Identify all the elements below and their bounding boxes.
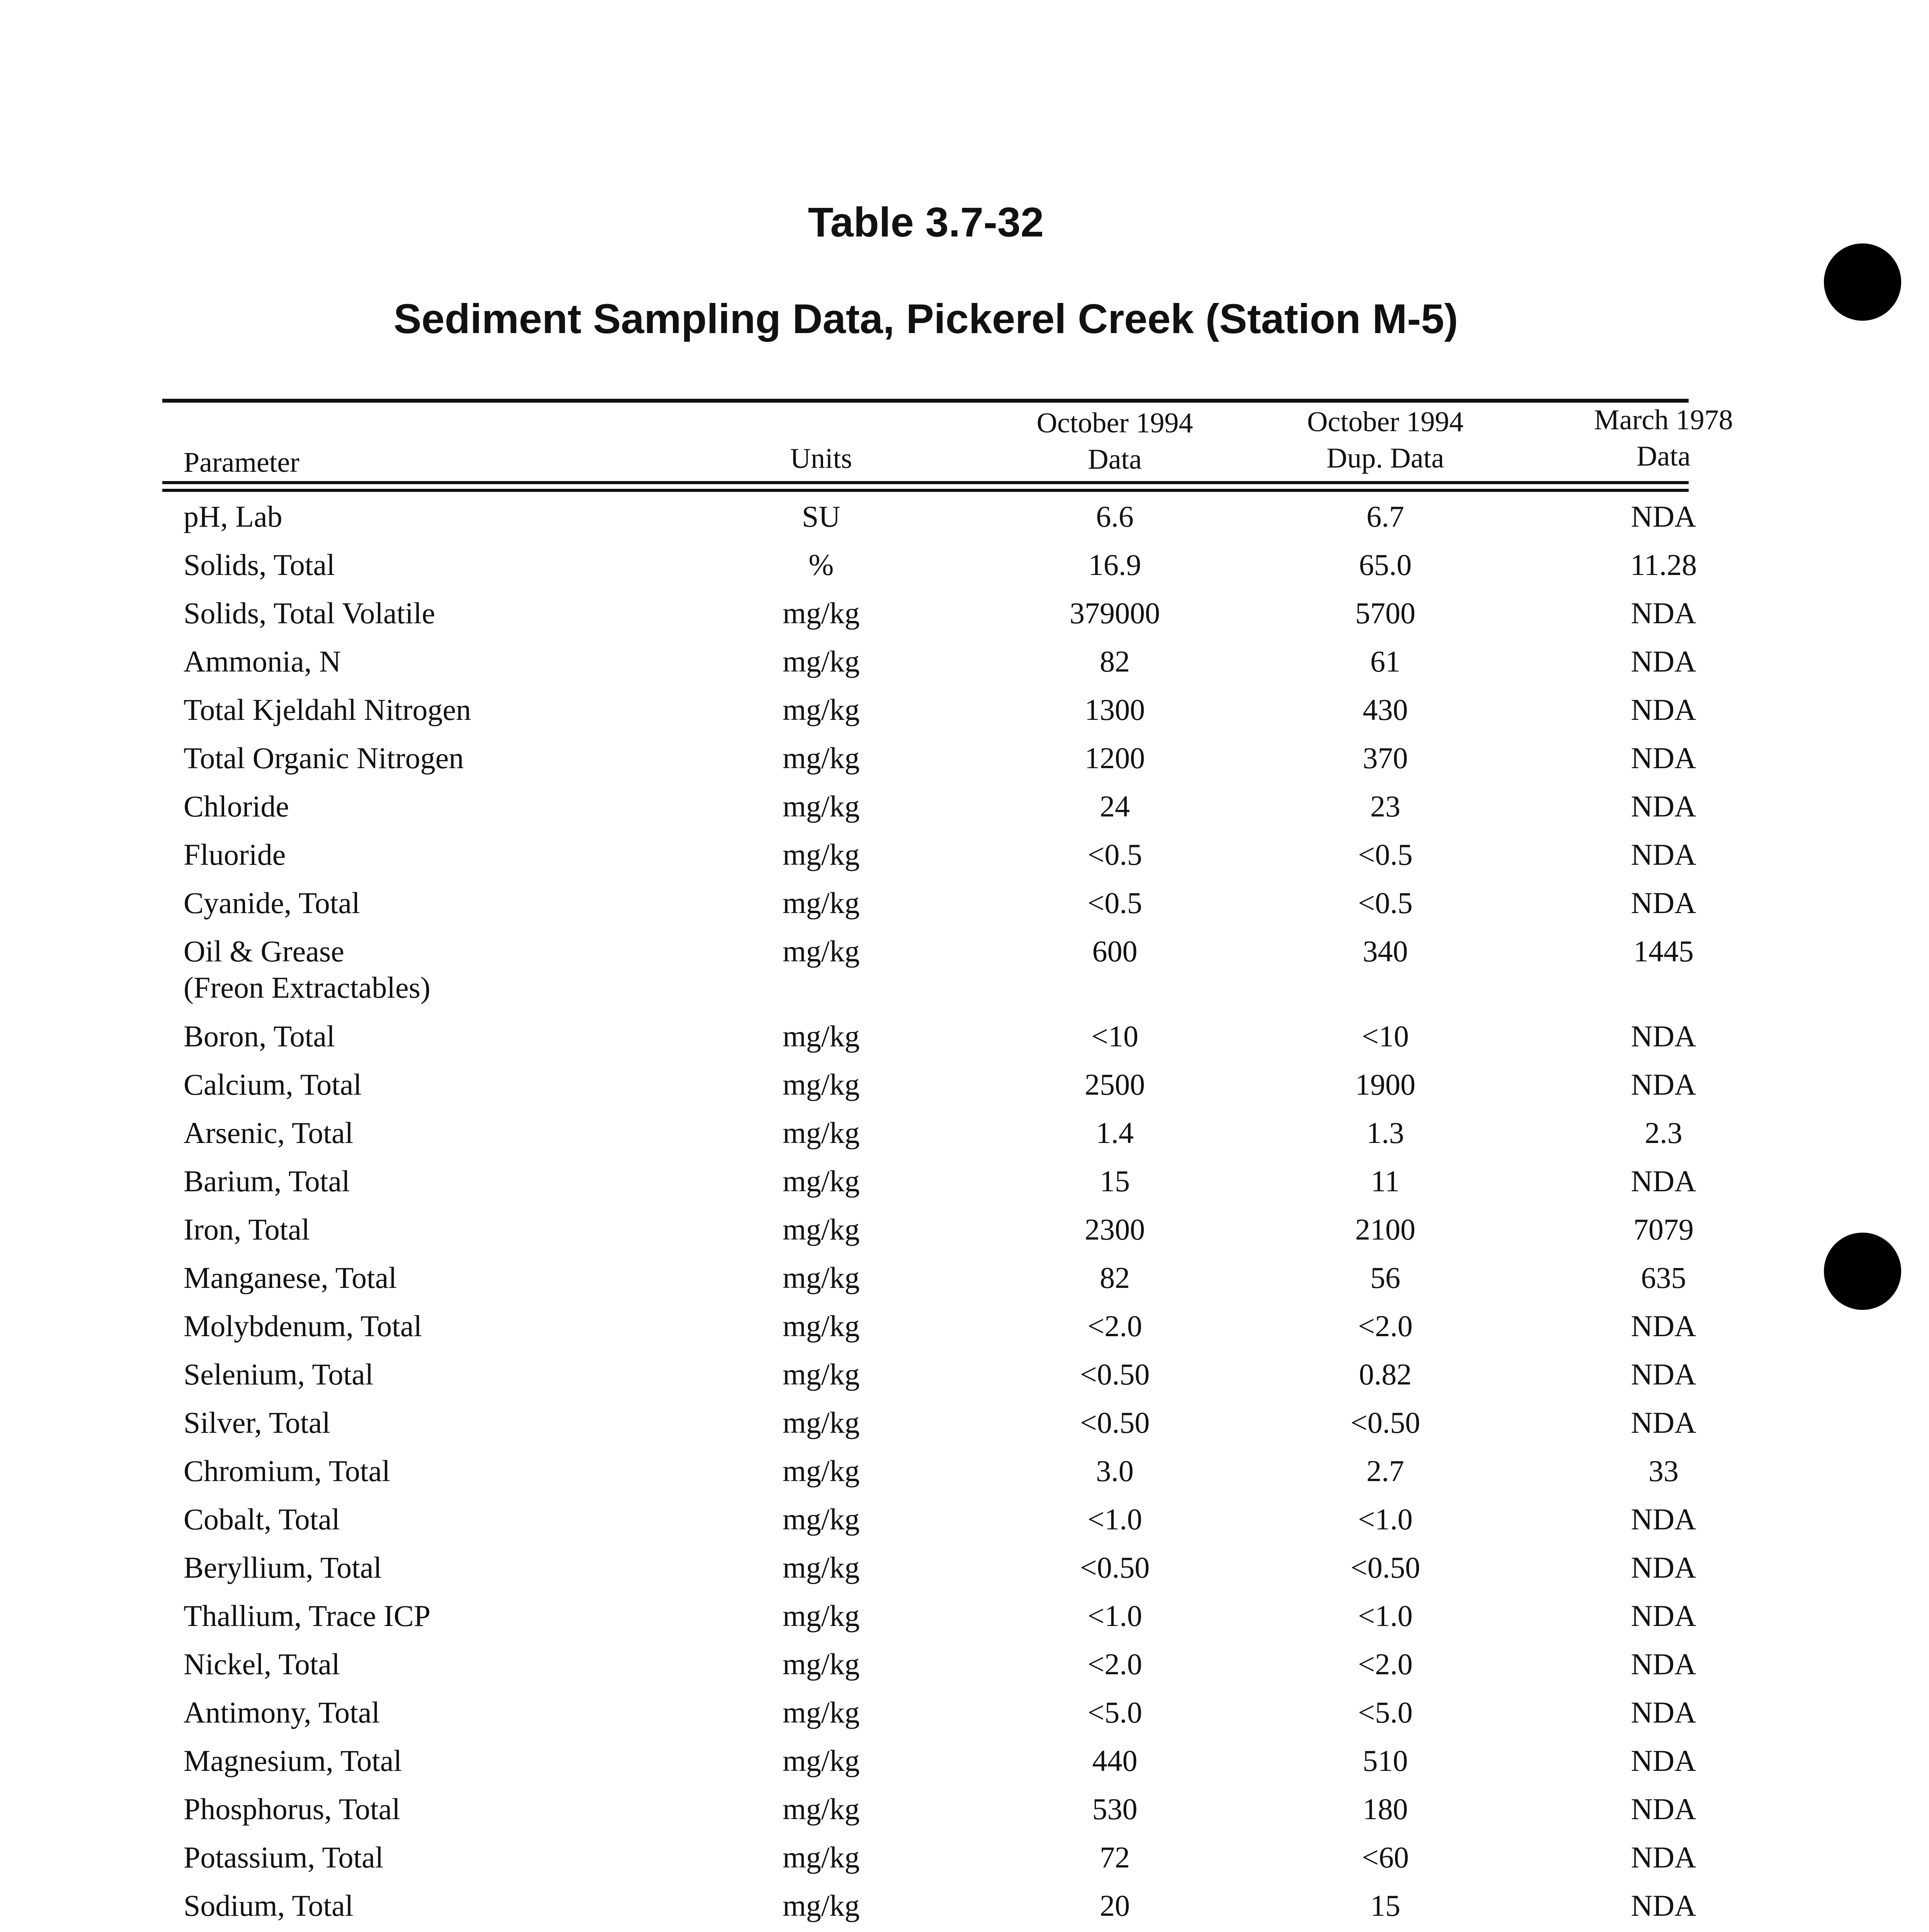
cell-parameter: Manganese, Total <box>184 1261 397 1294</box>
cell-oct-1994-dup: 340 <box>1363 934 1408 968</box>
cell-oct-1994-dup: <2.0 <box>1358 1309 1413 1343</box>
table-row <box>162 1598 1696 1646</box>
cell-oct-1994: 15 <box>1100 1164 1130 1198</box>
table-row <box>162 1163 1696 1211</box>
cell-units: mg/kg <box>782 1551 860 1584</box>
cell-units: mg/kg <box>782 934 860 968</box>
cell-mar-1978: NDA <box>1631 1019 1696 1053</box>
cell-parameter: Cobalt, Total <box>184 1502 340 1536</box>
cell-mar-1978: NDA <box>1631 886 1696 920</box>
cell-units: mg/kg <box>782 596 860 630</box>
table-row <box>162 1211 1694 1260</box>
cell-parameter: Sodium, Total <box>184 1889 354 1922</box>
cell-mar-1978: NDA <box>1631 1551 1696 1584</box>
cell-oct-1994-dup: 65.0 <box>1359 548 1412 582</box>
cell-oct-1994: <0.5 <box>1087 838 1142 871</box>
binder-hole-middle <box>1824 1233 1901 1310</box>
cell-units: mg/kg <box>782 1647 860 1681</box>
cell-parameter-line1: Oil & Grease <box>184 934 344 968</box>
cell-mar-1978: 635 <box>1641 1261 1686 1294</box>
table-row <box>162 1405 1696 1453</box>
cell-oct-1994: 440 <box>1092 1744 1138 1777</box>
cell-mar-1978: NDA <box>1631 645 1696 678</box>
table-title: Sediment Sampling Data, Pickerel Creek (Station M-5) <box>393 295 1458 342</box>
cell-units: mg/kg <box>782 1599 860 1633</box>
cell-units: % <box>808 548 834 582</box>
cell-oct-1994-dup: <0.5 <box>1358 886 1413 920</box>
cell-mar-1978: NDA <box>1631 1647 1696 1681</box>
cell-oct-1994-dup: 1900 <box>1355 1068 1415 1101</box>
table-top-rule <box>162 399 1689 403</box>
cell-oct-1994: 530 <box>1092 1792 1138 1826</box>
cell-oct-1994-dup: 5700 <box>1355 596 1415 630</box>
col-header-mar-1978-line1: March 1978 <box>1594 404 1733 436</box>
cell-units: mg/kg <box>782 1696 860 1729</box>
cell-units: mg/kg <box>782 1454 860 1488</box>
cell-units: mg/kg <box>782 838 860 871</box>
cell-parameter: Beryllium, Total <box>184 1551 382 1584</box>
table-row <box>162 1260 1689 1308</box>
cell-units: mg/kg <box>782 1116 860 1150</box>
cell-mar-1978: 2.3 <box>1645 1116 1682 1150</box>
cell-mar-1978: NDA <box>1631 596 1696 630</box>
table-row <box>162 1066 1696 1115</box>
cell-oct-1994: 379000 <box>1070 596 1160 630</box>
cell-units: mg/kg <box>782 741 860 775</box>
col-header-units-label: Units <box>790 443 852 474</box>
cell-oct-1994: <2.0 <box>1087 1647 1142 1681</box>
cell-parameter: Chloride <box>184 789 289 823</box>
cell-units: mg/kg <box>782 1744 860 1777</box>
cell-units: SU <box>802 500 840 533</box>
cell-oct-1994: 2300 <box>1085 1213 1145 1246</box>
cell-oct-1994: 20 <box>1100 1889 1130 1922</box>
cell-mar-1978: NDA <box>1631 1357 1696 1391</box>
cell-oct-1994-dup: 370 <box>1363 741 1408 775</box>
table-row <box>162 885 1696 933</box>
cell-oct-1994: <5.0 <box>1087 1696 1142 1729</box>
cell-oct-1994-dup: 0.82 <box>1359 1357 1412 1391</box>
cell-units: mg/kg <box>782 1213 860 1246</box>
cell-units: mg/kg <box>782 1889 860 1922</box>
table-row <box>162 933 1694 1018</box>
cell-mar-1978: NDA <box>1631 789 1696 823</box>
cell-oct-1994-dup: 430 <box>1363 693 1408 726</box>
col-header-oct-1994-dup <box>1260 404 1511 476</box>
cell-oct-1994: 82 <box>1100 645 1130 678</box>
cell-parameter: Selenium, Total <box>184 1357 374 1391</box>
table-row <box>162 1694 1696 1743</box>
cell-oct-1994-dup: 2100 <box>1355 1213 1415 1246</box>
cell-parameter: Solids, Total <box>184 548 335 582</box>
cell-parameter: Thallium, Trace ICP <box>184 1599 431 1633</box>
cell-oct-1994: 1300 <box>1085 693 1145 726</box>
cell-mar-1978: NDA <box>1631 1696 1696 1729</box>
col-header-oct-1994-line2: Data <box>1088 444 1142 475</box>
cell-mar-1978: NDA <box>1631 693 1696 726</box>
cell-parameter: Potassium, Total <box>184 1840 384 1874</box>
cell-oct-1994: 24 <box>1100 789 1130 823</box>
cell-oct-1994-dup: 2.7 <box>1366 1454 1404 1488</box>
cell-mar-1978: NDA <box>1631 741 1696 775</box>
cell-mar-1978: NDA <box>1631 1840 1696 1874</box>
cell-oct-1994-dup: <2.0 <box>1358 1647 1413 1681</box>
cell-oct-1994: <10 <box>1091 1019 1138 1053</box>
cell-oct-1994-dup: <5.0 <box>1358 1696 1413 1729</box>
cell-oct-1994-dup: 23 <box>1370 789 1400 823</box>
cell-mar-1978: NDA <box>1631 1889 1696 1922</box>
table-row <box>162 1646 1696 1694</box>
cell-oct-1994-dup: <1.0 <box>1358 1599 1413 1633</box>
cell-oct-1994: <2.0 <box>1087 1309 1142 1343</box>
cell-parameter: Arsenic, Total <box>184 1116 354 1150</box>
cell-parameter: Total Organic Nitrogen <box>184 741 464 775</box>
cell-oct-1994-dup: <60 <box>1362 1840 1409 1874</box>
col-header-oct-1994-dup-line2: Dup. Data <box>1326 442 1444 474</box>
cell-units: mg/kg <box>782 693 860 726</box>
cell-units: mg/kg <box>782 789 860 823</box>
table-row <box>162 1888 1696 1932</box>
cell-oct-1994-dup: <0.50 <box>1350 1406 1420 1439</box>
table-row <box>162 1115 1689 1163</box>
cell-units: mg/kg <box>782 1164 860 1198</box>
cell-mar-1978: NDA <box>1631 1068 1696 1101</box>
cell-oct-1994: 72 <box>1100 1840 1130 1874</box>
cell-parameter-line2: (Freon Extractables) <box>184 971 430 1004</box>
cell-oct-1994: <0.50 <box>1080 1406 1150 1439</box>
table-row <box>162 498 1696 547</box>
cell-parameter: Molybdenum, Total <box>184 1309 422 1343</box>
cell-parameter <box>184 933 430 1006</box>
table-row <box>162 788 1696 837</box>
cell-mar-1978: NDA <box>1631 1599 1696 1633</box>
cell-oct-1994-dup: 61 <box>1370 645 1400 678</box>
cell-parameter: Phosphorus, Total <box>184 1792 400 1826</box>
cell-units: mg/kg <box>782 1068 860 1101</box>
cell-mar-1978: NDA <box>1631 1792 1696 1826</box>
cell-parameter: Silver, Total <box>184 1406 330 1439</box>
table-body <box>162 498 1697 1932</box>
cell-parameter: pH, Lab <box>184 500 282 533</box>
cell-oct-1994-dup: 1.3 <box>1366 1116 1404 1150</box>
cell-mar-1978: 1445 <box>1633 934 1694 968</box>
cell-units: mg/kg <box>782 1019 860 1053</box>
cell-units: mg/kg <box>782 645 860 678</box>
cell-mar-1978: 11.28 <box>1630 548 1697 582</box>
cell-parameter: Iron, Total <box>184 1213 310 1246</box>
cell-parameter: Barium, Total <box>184 1164 350 1198</box>
cell-parameter: Total Kjeldahl Nitrogen <box>184 693 471 726</box>
cell-parameter: Chromium, Total <box>184 1454 390 1488</box>
cell-oct-1994: <0.5 <box>1087 886 1142 920</box>
cell-units: mg/kg <box>782 1502 860 1536</box>
cell-mar-1978: 7079 <box>1633 1213 1694 1246</box>
cell-oct-1994-dup: 56 <box>1370 1261 1400 1294</box>
cell-mar-1978: NDA <box>1631 500 1696 533</box>
col-header-oct-1994-line1: October 1994 <box>1036 407 1193 439</box>
col-header-units <box>711 440 931 477</box>
cell-units: mg/kg <box>782 886 860 920</box>
cell-oct-1994-dup: 180 <box>1363 1792 1408 1826</box>
cell-units: mg/kg <box>782 1261 860 1294</box>
table-row <box>162 1791 1696 1839</box>
table-row <box>162 740 1696 788</box>
cell-oct-1994: 3.0 <box>1096 1454 1134 1488</box>
cell-parameter: Boron, Total <box>184 1019 335 1053</box>
cell-oct-1994: 600 <box>1092 934 1138 968</box>
cell-oct-1994-dup: <0.50 <box>1350 1551 1420 1584</box>
col-header-parameter <box>184 444 299 481</box>
cell-units: mg/kg <box>782 1357 860 1391</box>
table-row <box>162 1018 1696 1066</box>
cell-units: mg/kg <box>782 1406 860 1439</box>
table-row <box>162 1839 1696 1888</box>
table-row <box>162 692 1696 740</box>
table-row <box>162 1501 1696 1549</box>
cell-parameter: Magnesium, Total <box>184 1744 402 1777</box>
cell-oct-1994-dup: <1.0 <box>1358 1502 1413 1536</box>
table-row <box>162 595 1696 643</box>
cell-oct-1994-dup: 11 <box>1371 1164 1400 1198</box>
table-header-rule-1 <box>162 481 1689 484</box>
cell-oct-1994-dup: 510 <box>1363 1744 1408 1777</box>
cell-oct-1994-dup: 15 <box>1370 1889 1400 1922</box>
cell-oct-1994: <1.0 <box>1087 1502 1142 1536</box>
cell-mar-1978: NDA <box>1631 838 1696 871</box>
cell-oct-1994: 16.9 <box>1088 548 1141 582</box>
cell-parameter: Ammonia, N <box>184 645 341 678</box>
cell-parameter: Fluoride <box>184 838 286 871</box>
cell-units: mg/kg <box>782 1792 860 1826</box>
cell-oct-1994-dup: <10 <box>1362 1019 1409 1053</box>
cell-oct-1994: 1.4 <box>1096 1116 1134 1150</box>
cell-oct-1994-dup: <0.5 <box>1358 838 1413 871</box>
table-row <box>162 837 1696 885</box>
cell-parameter: Antimony, Total <box>184 1696 380 1729</box>
cell-oct-1994: 1200 <box>1085 741 1145 775</box>
cell-mar-1978: NDA <box>1631 1502 1696 1536</box>
table-number: Table 3.7-32 <box>808 199 1044 245</box>
table-row <box>162 643 1696 692</box>
cell-oct-1994: <0.50 <box>1080 1551 1150 1584</box>
cell-parameter: Calcium, Total <box>184 1068 362 1101</box>
table-row <box>162 1308 1696 1356</box>
cell-mar-1978: NDA <box>1631 1406 1696 1439</box>
cell-parameter: Nickel, Total <box>184 1647 340 1681</box>
table-row <box>162 1356 1696 1405</box>
table-header-rule-2 <box>162 489 1689 492</box>
cell-oct-1994: 6.6 <box>1096 500 1134 533</box>
cell-mar-1978: 33 <box>1648 1454 1679 1488</box>
cell-units: mg/kg <box>782 1309 860 1343</box>
cell-oct-1994: <0.50 <box>1080 1357 1150 1391</box>
table-row <box>162 1453 1689 1501</box>
cell-oct-1994: 2500 <box>1085 1068 1145 1101</box>
cell-mar-1978: NDA <box>1631 1164 1696 1198</box>
table-row <box>162 1549 1696 1598</box>
cell-parameter: Cyanide, Total <box>184 886 360 920</box>
cell-parameter: Solids, Total Volatile <box>184 596 435 630</box>
cell-oct-1994-dup: 6.7 <box>1366 500 1404 533</box>
col-header-mar-1978 <box>1538 402 1789 474</box>
cell-mar-1978: NDA <box>1631 1744 1696 1777</box>
col-header-oct-1994 <box>989 405 1240 478</box>
cell-oct-1994: 82 <box>1100 1261 1130 1294</box>
cell-mar-1978: NDA <box>1631 1309 1696 1343</box>
cell-oct-1994: <1.0 <box>1087 1599 1142 1633</box>
col-header-parameter-label: Parameter <box>184 447 299 478</box>
col-header-oct-1994-dup-line1: October 1994 <box>1307 406 1464 438</box>
table-row <box>162 1743 1696 1791</box>
table-row <box>162 547 1697 595</box>
cell-units: mg/kg <box>782 1840 860 1874</box>
col-header-mar-1978-line2: Data <box>1636 440 1691 472</box>
